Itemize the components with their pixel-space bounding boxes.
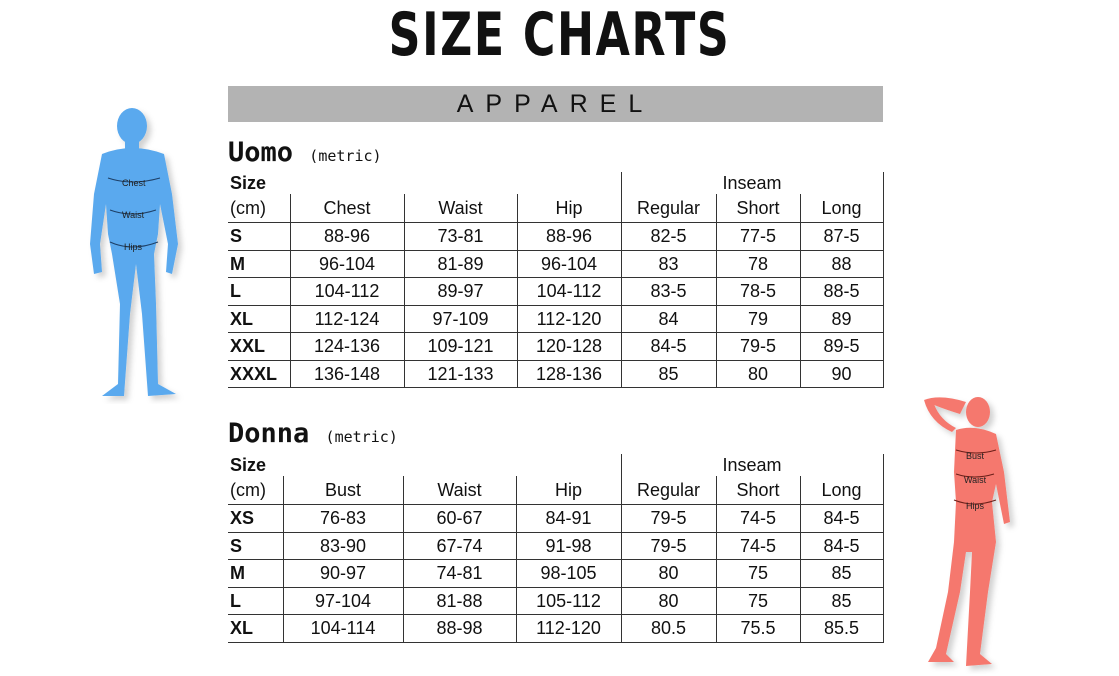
column-header-long: Long (800, 476, 883, 505)
column-header-long: Long (800, 194, 883, 223)
table-cell: 75 (716, 560, 800, 588)
table-cell: 91-98 (516, 532, 621, 560)
men-metric-note: (metric) (309, 147, 382, 165)
male-label-waist: Waist (122, 210, 145, 220)
table-row (228, 505, 884, 533)
table-cell: 83-90 (283, 532, 403, 560)
table-cell: 88 (800, 250, 883, 278)
table-cell: 80.5 (621, 615, 716, 643)
table-cell: 80 (621, 560, 716, 588)
table-cell: 112-120 (517, 305, 621, 333)
page-title: SIZE CHARTS (388, 0, 731, 70)
table-cell: 84-5 (800, 505, 883, 533)
category-band: APPAREL (228, 86, 883, 122)
table-cell: 77-5 (716, 223, 800, 251)
table-cell: 104-112 (517, 278, 621, 306)
table-cell: 97-104 (283, 587, 403, 615)
size-cell: L (228, 278, 290, 306)
column-header-waist: Waist (404, 194, 517, 223)
size-cell: XL (228, 305, 290, 333)
size-cell: S (228, 532, 283, 560)
women-metric-note: (metric) (325, 428, 398, 446)
men-heading: Uomo (228, 137, 294, 168)
table-cell: 90 (800, 360, 883, 388)
female-label-waist: Waist (964, 475, 987, 485)
column-header-bust: Bust (283, 476, 403, 505)
table-cell: 67-74 (403, 532, 516, 560)
table-cell: 79-5 (621, 532, 716, 560)
table-cell: 124-136 (290, 333, 404, 361)
table-cell: 79 (716, 305, 800, 333)
table-cell: 89-97 (404, 278, 517, 306)
size-cell: XXXL (228, 360, 290, 388)
table-cell: 96-104 (290, 250, 404, 278)
size-cell: XL (228, 615, 283, 643)
table-cell: 88-5 (800, 278, 883, 306)
female-body-shape (924, 397, 1010, 666)
women-section-title (228, 419, 398, 452)
table-cell: 81-89 (404, 250, 517, 278)
table-cell: 98-105 (516, 560, 621, 588)
size-cell: XS (228, 505, 283, 533)
table-cell: 81-88 (403, 587, 516, 615)
table-row (228, 278, 884, 306)
column-header-chest: Chest (290, 194, 404, 223)
size-cell: S (228, 223, 290, 251)
table-cell: 121-133 (404, 360, 517, 388)
table-cell: 97-109 (404, 305, 517, 333)
table-row (228, 305, 884, 333)
unit-header: (cm) (228, 476, 283, 505)
table-cell: 109-121 (404, 333, 517, 361)
table-cell: 74-5 (716, 505, 800, 533)
table-cell: 112-124 (290, 305, 404, 333)
column-header-short: Short (716, 194, 800, 223)
table-cell: 87-5 (800, 223, 883, 251)
table-cell: 78-5 (716, 278, 800, 306)
table-cell: 104-112 (290, 278, 404, 306)
table-cell: 76-83 (283, 505, 403, 533)
table-cell: 96-104 (517, 250, 621, 278)
table-cell: 79-5 (716, 333, 800, 361)
table-row (228, 223, 884, 251)
female-label-bust: Bust (966, 451, 985, 461)
column-header-hip: Hip (516, 476, 621, 505)
table-cell: 75 (716, 587, 800, 615)
table-cell: 80 (716, 360, 800, 388)
male-body-shape (90, 108, 178, 396)
table-cell: 80 (621, 587, 716, 615)
size-header: Size (230, 173, 267, 193)
size-cell: M (228, 560, 283, 588)
table-cell: 83-5 (621, 278, 716, 306)
table-cell: 84-5 (621, 333, 716, 361)
women-size-table (228, 454, 884, 643)
table-cell: 84 (621, 305, 716, 333)
table-row (228, 587, 884, 615)
table-row (228, 532, 884, 560)
column-header-regular: Regular (621, 194, 716, 223)
table-cell: 128-136 (517, 360, 621, 388)
table-cell: 89-5 (800, 333, 883, 361)
size-cell: XXL (228, 333, 290, 361)
table-row (228, 333, 884, 361)
column-header-waist: Waist (403, 476, 516, 505)
women-heading: Donna (228, 418, 310, 449)
table-cell: 105-112 (516, 587, 621, 615)
inseam-header: Inseam (621, 454, 883, 476)
column-header-short: Short (716, 476, 800, 505)
male-label-hips: Hips (124, 242, 143, 252)
column-header-hip: Hip (517, 194, 621, 223)
table-cell: 85 (621, 360, 716, 388)
table-cell: 84-5 (800, 532, 883, 560)
table-cell: 89 (800, 305, 883, 333)
size-cell: M (228, 250, 290, 278)
table-cell: 75.5 (716, 615, 800, 643)
male-figure-illustration (80, 104, 200, 404)
female-figure-illustration (900, 392, 1020, 674)
table-row (228, 560, 884, 588)
table-cell: 104-114 (283, 615, 403, 643)
table-cell: 60-67 (403, 505, 516, 533)
table-cell: 88-96 (290, 223, 404, 251)
table-row (228, 360, 884, 388)
table-cell: 88-96 (517, 223, 621, 251)
men-section-title (228, 138, 382, 171)
table-cell: 85.5 (800, 615, 883, 643)
table-cell: 79-5 (621, 505, 716, 533)
column-header-regular: Regular (621, 476, 716, 505)
table-cell: 74-81 (403, 560, 516, 588)
table-cell: 88-98 (403, 615, 516, 643)
table-cell: 90-97 (283, 560, 403, 588)
table-cell: 112-120 (516, 615, 621, 643)
size-header: Size (230, 455, 267, 475)
table-cell: 85 (800, 560, 883, 588)
table-cell: 120-128 (517, 333, 621, 361)
table-cell: 83 (621, 250, 716, 278)
table-cell: 84-91 (516, 505, 621, 533)
table-row (228, 250, 884, 278)
size-cell: L (228, 587, 283, 615)
female-label-hips: Hips (966, 501, 985, 511)
inseam-header: Inseam (621, 172, 883, 194)
unit-header: (cm) (228, 194, 290, 223)
table-cell: 85 (800, 587, 883, 615)
men-size-table (228, 172, 884, 388)
table-cell: 73-81 (404, 223, 517, 251)
table-cell: 74-5 (716, 532, 800, 560)
table-cell: 136-148 (290, 360, 404, 388)
male-label-chest: Chest (122, 178, 146, 188)
table-cell: 78 (716, 250, 800, 278)
table-row (228, 615, 884, 643)
table-cell: 82-5 (621, 223, 716, 251)
